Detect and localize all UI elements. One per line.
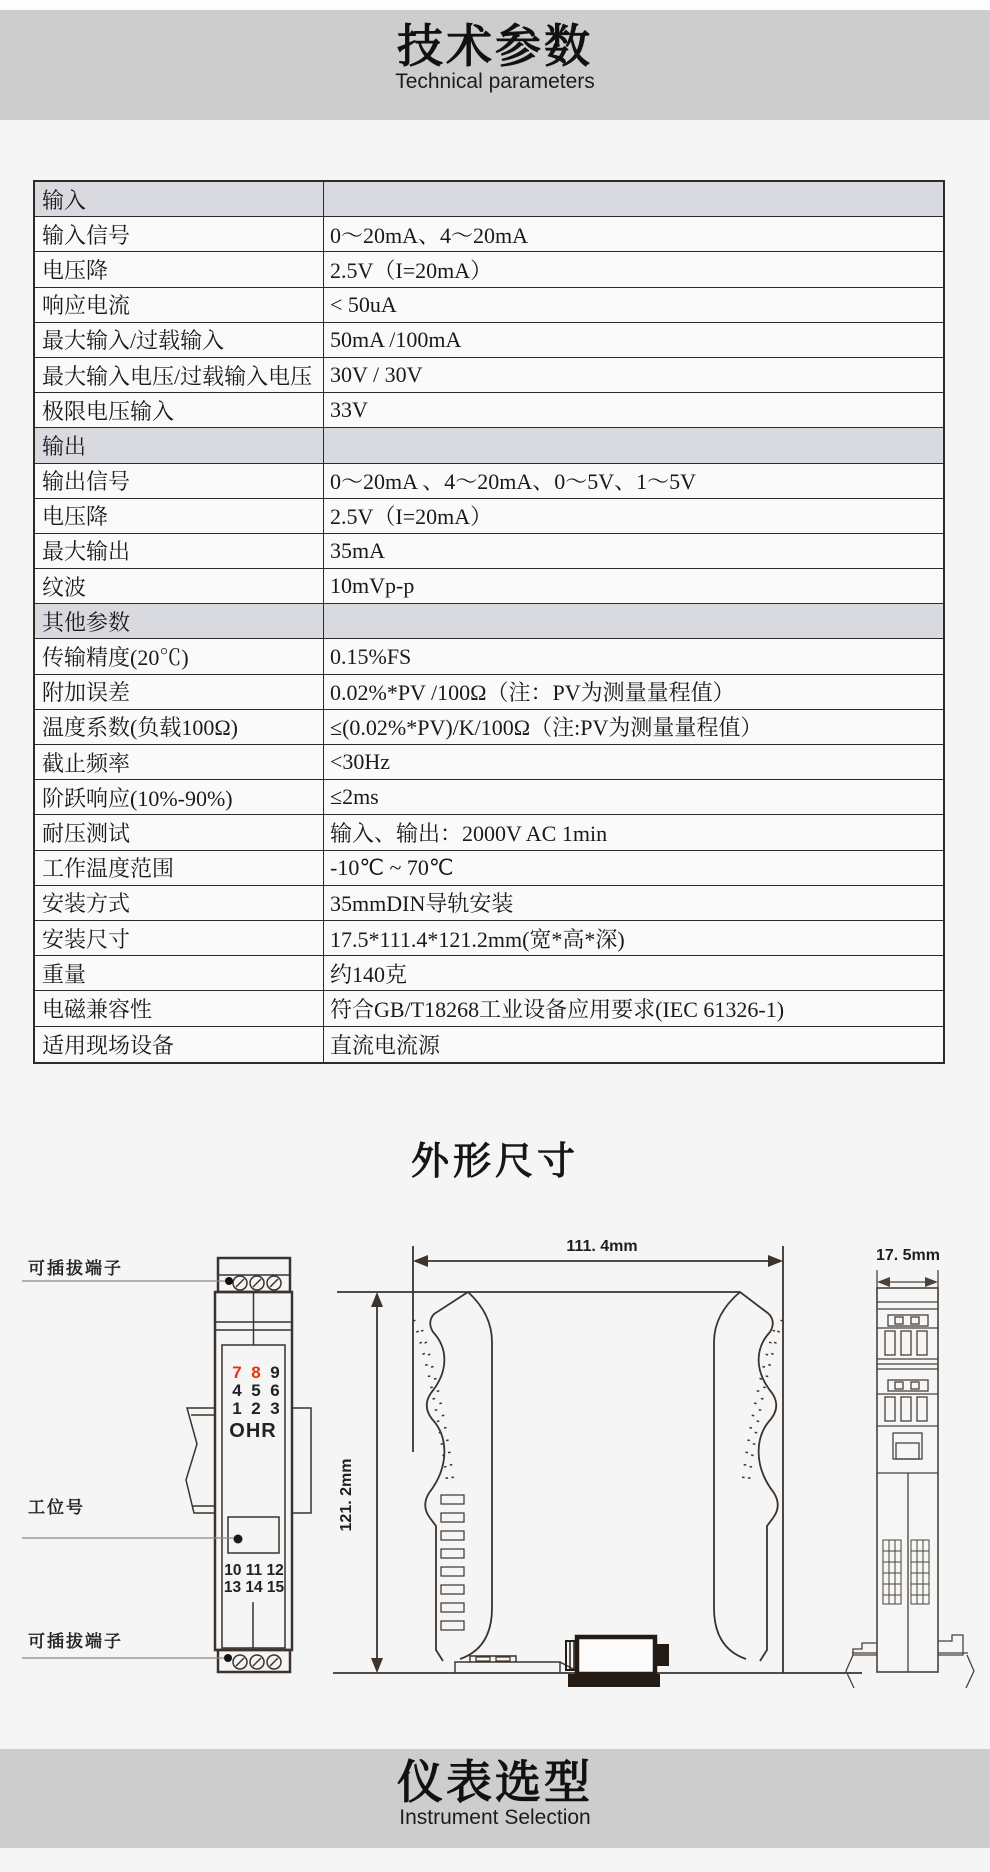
- spec-label: 输入: [35, 182, 324, 216]
- spec-label: 截止频率: [35, 745, 324, 779]
- spec-label: 传输精度(20℃): [35, 639, 324, 673]
- instrument-selection-banner: [0, 1749, 990, 1848]
- terminal-digit: 7: [232, 1363, 242, 1382]
- spec-value: 输入、输出：2000V AC 1min: [330, 820, 608, 846]
- table-row: [35, 886, 943, 921]
- spec-value: 0～20mA、4～20mA: [330, 222, 529, 248]
- front-face-texts: [224, 1363, 285, 1596]
- table-row: [35, 323, 943, 358]
- terminal-digit: 1: [232, 1399, 242, 1418]
- spec-value: -10℃ ~ 70℃: [330, 854, 454, 880]
- table-row: [35, 288, 943, 323]
- spec-label: 附加误差: [35, 675, 324, 709]
- table-row: [35, 921, 943, 956]
- spec-value: 直流电流源: [330, 1032, 441, 1058]
- terminal-bottom-label: 可插拔端子: [28, 1632, 123, 1651]
- panel-width-dimension: 17. 5mm: [875, 1247, 941, 1264]
- tag-number-window: [228, 1517, 279, 1553]
- side-view-drawing: [333, 1246, 862, 1673]
- dimensions-title: 外形尺寸: [410, 1141, 579, 1183]
- spec-value: ≤2ms: [330, 784, 379, 810]
- spec-label: 响应电流: [35, 288, 324, 322]
- spec-label: 温度系数(负载100Ω): [35, 710, 324, 744]
- spec-value: 0.15%FS: [330, 643, 412, 669]
- table-row: [35, 956, 943, 991]
- footer-title: 仪表选型: [397, 1756, 593, 1808]
- spec-value: 符合GB/T18268工业设备应用要求(IEC 61326-1): [330, 996, 785, 1022]
- spec-table: [33, 180, 945, 1064]
- table-row: [35, 217, 943, 252]
- spec-label: 耐压测试: [35, 815, 324, 849]
- leader-dot: [225, 1277, 233, 1285]
- table-row: [35, 464, 943, 499]
- table-row: [35, 745, 943, 780]
- brand-logo: OHR: [229, 1420, 277, 1442]
- spec-label: 电压降: [35, 252, 324, 286]
- table-row: [35, 499, 943, 534]
- spec-value: [324, 604, 943, 638]
- spec-table-body: [35, 182, 943, 1062]
- terminal-digit: 9: [270, 1363, 280, 1382]
- spec-label: 重量: [35, 956, 324, 990]
- rail-connector-block: [566, 1637, 669, 1687]
- spec-value: 2.5V（I=20mA）: [330, 504, 493, 530]
- spec-value: 17.5*111.4*121.2mm(宽*高*深): [330, 926, 625, 952]
- table-row: [35, 991, 943, 1026]
- terminal-digit: 6: [270, 1381, 280, 1400]
- terminal-digit: 5: [251, 1381, 261, 1400]
- table-row: [35, 358, 943, 393]
- spec-value: [324, 428, 943, 462]
- end-view-drawing: [846, 1270, 974, 1688]
- spec-value: [324, 182, 943, 216]
- spec-label: 安装方式: [35, 886, 324, 920]
- spec-value: < 50uA: [330, 291, 397, 317]
- spec-label: 其他参数: [35, 604, 324, 638]
- spec-label: 输出信号: [35, 464, 324, 498]
- technical-parameters-banner: [0, 10, 990, 120]
- spec-value: ≤(0.02%*PV)/K/100Ω（注:PV为测量量程值）: [330, 715, 763, 741]
- dimension-texts: [338, 1238, 940, 1531]
- table-section-row: [35, 182, 943, 217]
- terminal-digits-row: 13 14 15: [223, 1579, 285, 1596]
- spec-label: 最大输入电压/过载输入电压: [35, 358, 324, 392]
- spec-label: 阶跃响应(10%-90%): [35, 780, 324, 814]
- spec-value: <30Hz: [330, 749, 391, 775]
- spec-value: 35mA: [330, 537, 385, 563]
- tag-label: 工位号: [28, 1498, 85, 1517]
- spec-value: 0.02%*PV /100Ω（注：PV为测量量程值）: [330, 680, 735, 706]
- terminal-top-label: 可插拔端子: [28, 1259, 123, 1278]
- spec-value: 50mA /100mA: [330, 326, 462, 352]
- leader-dot: [224, 1654, 232, 1662]
- din-rail-right: [292, 1408, 311, 1513]
- spec-label: 极限电压输入: [35, 393, 324, 427]
- spec-label: 最大输出: [35, 534, 324, 568]
- terminal-digits-row: 10 11 12: [224, 1562, 284, 1579]
- terminal-digit: 4: [232, 1381, 242, 1400]
- din-rail-left: [186, 1408, 215, 1513]
- spec-label: 工作温度范围: [35, 851, 324, 885]
- top-margin: [0, 0, 990, 10]
- terminal-digit: 2: [251, 1399, 261, 1418]
- terminal-digit: 3: [270, 1399, 280, 1418]
- table-row: [35, 252, 943, 287]
- page-subtitle: Technical parameters: [395, 70, 595, 94]
- spec-label: 电压降: [35, 499, 324, 533]
- spec-label: 电磁兼容性: [35, 991, 324, 1025]
- depth-dimension: 121. 2mm: [338, 1458, 355, 1532]
- spec-value: 2.5V（I=20mA）: [330, 257, 493, 283]
- spec-label: 输入信号: [35, 217, 324, 251]
- table-row: [35, 639, 943, 674]
- spec-label: 纹波: [35, 569, 324, 603]
- outline-dimensions-drawing: [0, 1230, 990, 1700]
- spec-label: 安装尺寸: [35, 921, 324, 955]
- table-row: [35, 710, 943, 745]
- table-row: [35, 851, 943, 886]
- table-row: [35, 569, 943, 604]
- spec-value: 33V: [330, 397, 368, 423]
- table-row: [35, 1027, 943, 1062]
- spec-value: 约140克: [330, 961, 408, 987]
- table-row: [35, 815, 943, 850]
- table-row: [35, 780, 943, 815]
- footer-subtitle: Instrument Selection: [399, 1806, 591, 1830]
- spec-value: 0～20mA 、4～20mA、0～5V、1～5V: [330, 469, 697, 495]
- table-row: [35, 675, 943, 710]
- table-section-row: [35, 428, 943, 463]
- terminal-digit: 8: [251, 1363, 261, 1382]
- spec-value: 10mVp-p: [330, 573, 415, 599]
- spec-label: 输出: [35, 428, 324, 462]
- table-section-row: [35, 604, 943, 639]
- front-view-drawing: [186, 1258, 311, 1672]
- page-title: 技术参数: [397, 20, 593, 72]
- spec-value: 35mmDIN导轨安装: [330, 891, 514, 917]
- table-row: [35, 534, 943, 569]
- spec-label: 最大输入/过载输入: [35, 323, 324, 357]
- table-row: [35, 393, 943, 428]
- width-dimension: 111. 4mm: [566, 1238, 638, 1255]
- spec-label: 适用现场设备: [35, 1027, 324, 1062]
- spec-value: 30V / 30V: [330, 362, 423, 388]
- front-view-callouts: [22, 1258, 234, 1662]
